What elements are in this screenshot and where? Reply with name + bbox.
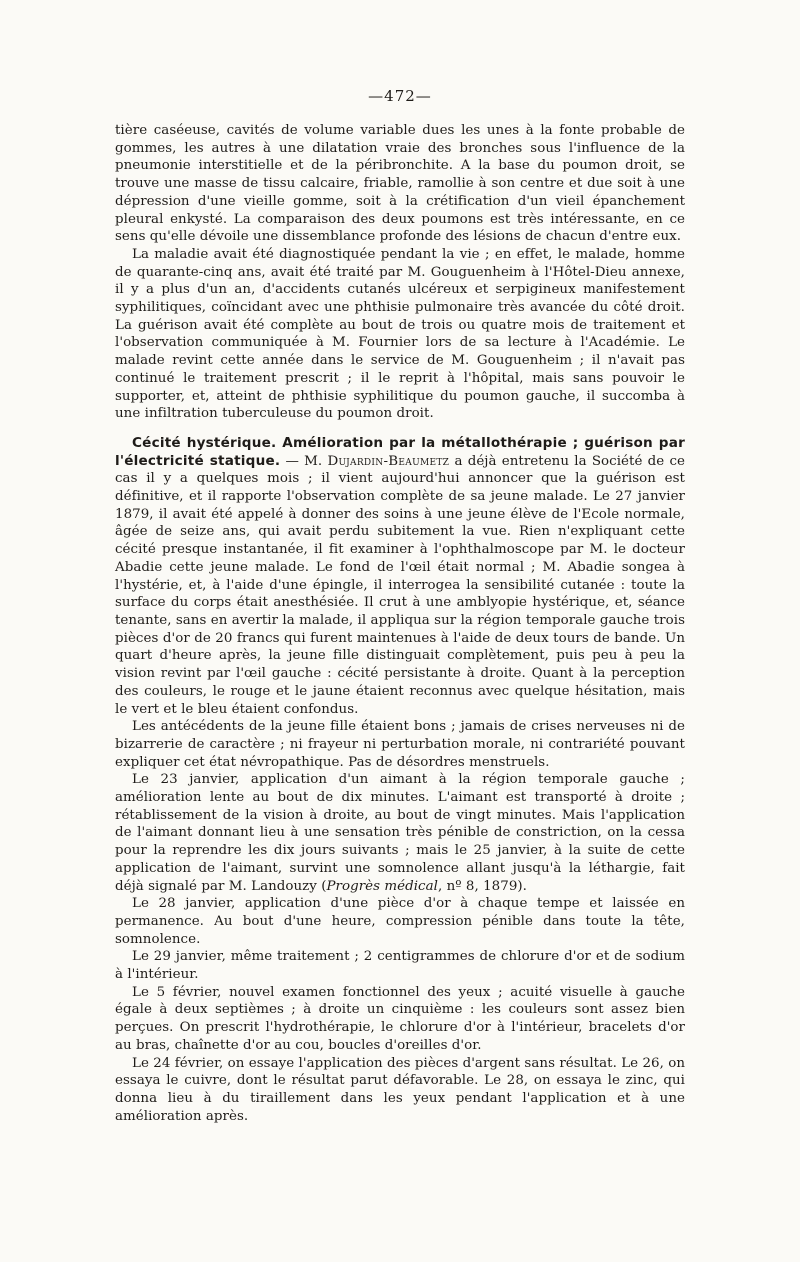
paragraph-jan-23 — [115, 771, 685, 895]
paragraph-antecedents: Les antécédents de la jeune fille étaient bons ; jamais de crises nerveuses ni de bizarrerie de caractère ; ni frayeur ni perturbation morale, ni contrariété pouvant expliquer cet état névropathique. Pas de désordres menstruels. — [115, 719, 685, 770]
section-lead-text: a déjà entretenu la Société de ce cas il y a quelques mois ; il vient aujourd'hui annoncer que la guérison est définitive, et il rapporte l'observation complète de sa jeune malade. Le 27 janvier 1879, il avait été appelé à donner des soins à une jeune élève de l'Ecole normale, âgée de seize ans, qui avait perdu subitement la vue. Rien n'expliquant cette cécité presque instantanée, il fit examiner à l'ophthalmoscope par M. le docteur Abadie cette jeune malade. Le fond de l'œil était normal ; M. Abadie songea à l'hystérie, et, à l'aide d'une épingle, il interrogea la sensibilité cutanée : toute la surface du corps était anesthésiée. Il crut à une amblyopie hystérique, et, séance tenante, sans en avertir la malade, il appliqua sur la région temporale gauche trois pièces d'or de 20 francs qui furent maintenues à l'aide de deux tours de bande. Un quart d'heure après, la jeune fille distinguait complètement, puis peu à peu la vision revint par l'œil gauche : cécité persistante à droite. Quant à la perception des couleurs, le rouge et le jaune étaient reconnus avec quelque hésitation, mais le vert et le bleu étaient confondus. — [115, 453, 685, 717]
section-gap — [115, 423, 685, 435]
citation-tail: , nº 8, 1879). — [437, 878, 527, 894]
paragraph-feb-24: Le 24 février, on essaye l'application des pièces d'argent sans résultat. Le 26, on essaya le cuivre, dont le résultat parut défavorable. Le 28, on essaya le zinc, qui donna lieu à du tiraillement dans les yeux pendant l'application et à une amélioration après. — [115, 1055, 685, 1124]
heading-dash: — M. — [280, 453, 328, 469]
paragraph-autopsy: tière caséeuse, cavités de volume variable dues les unes à la fonte probable de gommes, les autres à une dilatation vraie des bronches sous l'influence de la pneumonie interstitielle et de la péribronchite. A la base du poumon droit, se trouve une masse de tissu calcaire, friable, ramollie à son centre et due soit à une dépression d'une vieille gomme, soit à la crétification d'un vieil épanchement pleural enkysté. La comparaison des deux poumons est très intéressante, en ce sens qu'elle dévoile une dissemblance profonde des lésions de chacun d'entre eux. — [115, 123, 685, 245]
author-name: Dujardin-Beaumetz — [327, 453, 450, 469]
paragraph-jan-28: Le 28 janvier, application d'une pièce d'or à chaque tempe et laissée en permanence. Au bout d'une heure, compression pénible dans toute la tête, somnolence. — [115, 896, 685, 947]
section-heading: Cécité hystérique. Amélioration par la métallothérapie ; guérison par l'électricité statique. — [115, 434, 685, 469]
citation-journal: Progrès médical — [326, 878, 438, 894]
text-block-top — [115, 122, 685, 423]
book-page — [115, 88, 685, 1125]
page-number: —472— — [368, 87, 432, 105]
paragraph-jan-29: Le 29 janvier, même traitement ; 2 centigrammes de chlorure d'or et de sodium à l'intérieur. — [115, 949, 685, 983]
section-paragraph — [115, 435, 685, 718]
section-hysterical-blindness — [115, 435, 685, 1125]
paragraph-jan-23-text: Le 23 janvier, application d'un aimant à la région temporale gauche ; amélioration lente au bout de dix minutes. L'aimant est transporté à droite ; rétablissement de la vision à droite, au bout de vingt minutes. Mais l'application de l'aimant donnant lieu à une sensation très pénible de constriction, on la cessa pour la reprendre les dix jours suivants ; mais le 25 janvier, à la suite de cette application de l'aimant, survint une somnolence allant jusqu'à la léthargie, fait déjà signalé par M. Landouzy ( — [115, 772, 685, 894]
paragraph-feb-5: Le 5 février, nouvel examen fonctionnel des yeux ; acuité visuelle à gauche égale à deux septièmes ; à droite un cinquième : les couleurs sont assez bien perçues. On prescrit l'hydrothérapie, le chlorure d'or à l'intérieur, bracelets d'or au bras, chaînette d'or au cou, boucles d'oreilles d'or. — [115, 984, 685, 1053]
paragraph-clinical-history: La maladie avait été diagnostiquée pendant la vie ; en effet, le malade, homme de quarante-cinq ans, avait été traité par M. Gouguenheim à l'Hôtel-Dieu annexe, il y a plus d'un an, d'accidents cutanés ulcéreux et serpigineux manifestement syphilitiques, coïncidant avec une phthisie pulmonaire très avancée du côté droit. La guérison avait été complète au bout de trois ou quatre mois de traitement et l'observation communiquée à M. Fournier lors de sa lecture à l'Académie. Le malade revint cette année dans le service de M. Gouguenheim ; il n'avait pas continué le traitement prescrit ; il le reprit à l'hôpital, mais sans pouvoir le supporter, et, atteint de phthisie syphilitique du poumon gauche, il succomba à une infiltration tuberculeuse du poumon droit. — [115, 246, 685, 422]
